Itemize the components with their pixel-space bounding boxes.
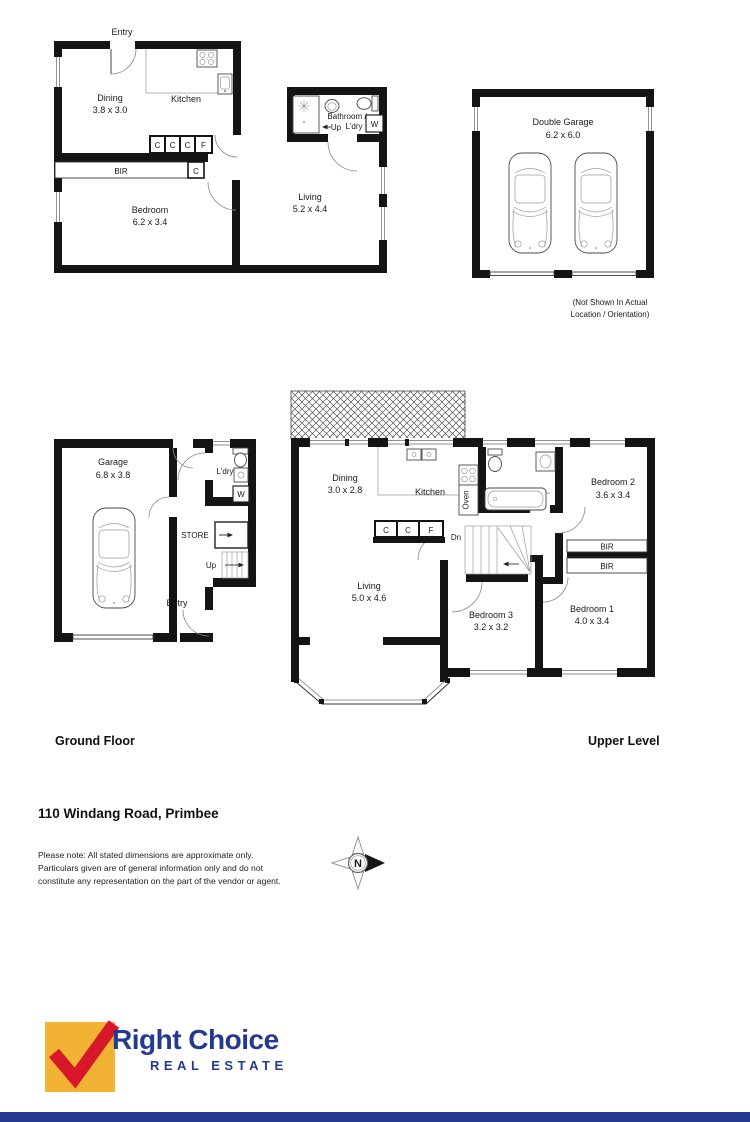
address: 110 Windang Road, Primbee bbox=[38, 806, 219, 821]
ground-store-label: STORE bbox=[181, 531, 209, 540]
basin-icon bbox=[325, 100, 339, 113]
ground-washer-label: W bbox=[237, 490, 245, 499]
ground-floor-label: Ground Floor bbox=[55, 734, 135, 748]
compass-icon bbox=[330, 835, 386, 891]
bathtub-icon bbox=[485, 488, 546, 510]
flat-bir-label: BIR bbox=[114, 167, 128, 176]
upper-bedroom3-size: 3.2 x 3.2 bbox=[473, 622, 509, 632]
flat-bedroom-size: 6.2 x 3.4 bbox=[132, 217, 168, 227]
flat-living-name: Living bbox=[298, 192, 322, 202]
upper-dining-size: 3.0 x 2.8 bbox=[327, 485, 363, 495]
upper-stairs bbox=[465, 526, 531, 574]
ground-garage-size: 6.8 x 3.8 bbox=[95, 470, 131, 480]
upper-level-label: Upper Level bbox=[588, 734, 660, 748]
upper-bir2-label: BIR bbox=[600, 562, 614, 571]
double-garage-size: 6.2 x 6.0 bbox=[545, 130, 581, 140]
up-arrow-icon bbox=[322, 125, 331, 130]
balcony-hatch bbox=[291, 391, 465, 439]
ground-garage-door bbox=[73, 635, 153, 639]
toilet-icon bbox=[233, 448, 248, 467]
upper-cupboard-c2: C bbox=[405, 526, 411, 535]
flat-up-label: Up bbox=[330, 123, 342, 132]
shower-icon bbox=[293, 96, 319, 133]
double-garage-name: Double Garage bbox=[532, 117, 594, 127]
ground-store bbox=[215, 522, 248, 548]
checkmark-stroke bbox=[54, 1024, 114, 1078]
upper-living-name: Living bbox=[357, 581, 381, 591]
flat-plan bbox=[45, 22, 395, 278]
flat-cupboard-f: F bbox=[201, 141, 206, 150]
stove-icon bbox=[197, 50, 217, 67]
disclaimer bbox=[38, 849, 281, 888]
flat-kitchen-name: Kitchen bbox=[170, 94, 202, 104]
flat-kitchen-fixtures bbox=[146, 49, 233, 94]
ground-garage-name: Garage bbox=[97, 457, 129, 467]
flat-bathroom-label: Bathroom / bbox=[327, 112, 367, 121]
flat-cupboard-c4: C bbox=[193, 167, 199, 176]
double-garage-plan bbox=[468, 85, 658, 330]
car-right bbox=[575, 153, 617, 253]
upper-bedroom1-size: 4.0 x 3.4 bbox=[574, 616, 610, 626]
ground-ldry-label: L'dry bbox=[216, 467, 234, 476]
upper-living-size: 5.0 x 4.6 bbox=[351, 593, 387, 603]
upper-dn-label: Dn bbox=[450, 533, 462, 542]
car-left bbox=[509, 153, 551, 253]
disclaimer-line2: Particulars given are of general information only and do not bbox=[38, 863, 264, 873]
flat-dining-size: 3.8 x 3.0 bbox=[92, 105, 128, 115]
compass-n-label: N bbox=[354, 858, 362, 871]
flat-ldry-label: L'dry bbox=[345, 122, 363, 131]
upper-cupboard-c1: C bbox=[383, 526, 389, 535]
disclaimer-line1: Please note: All stated dimensions are approximate only. bbox=[38, 850, 254, 860]
upper-level-plan bbox=[288, 388, 660, 710]
upper-bedroom3-name: Bedroom 3 bbox=[468, 610, 514, 620]
garage-note-line2: Location / Orientation) bbox=[570, 310, 650, 319]
laundry-tub-icon bbox=[234, 468, 248, 482]
toilet-icon bbox=[488, 449, 502, 472]
flat-cupboard-c2: C bbox=[169, 141, 176, 150]
ground-floor-plan bbox=[45, 430, 260, 680]
right-choice-logo bbox=[45, 1022, 345, 1102]
ground-entry-label: Entry bbox=[166, 598, 188, 608]
upper-bedroom2-name: Bedroom 2 bbox=[590, 477, 636, 487]
flat-bedroom-name: Bedroom bbox=[131, 205, 169, 215]
flat-living-size: 5.2 x 4.4 bbox=[292, 204, 328, 214]
ground-windows bbox=[213, 439, 230, 448]
upper-bir1-label: BIR bbox=[600, 542, 614, 552]
toilet-icon bbox=[357, 96, 378, 111]
upper-cupboard-f: F bbox=[428, 526, 434, 535]
upper-bedroom1-name: Bedroom 1 bbox=[569, 604, 615, 614]
car-ground bbox=[93, 508, 135, 608]
logo-subtitle: REAL ESTATE bbox=[150, 1058, 288, 1073]
upper-bedroom2-size: 3.6 x 3.4 bbox=[595, 490, 631, 500]
sink-icon bbox=[218, 74, 232, 94]
basin-icon bbox=[536, 452, 555, 471]
upper-oven-label: Oven bbox=[461, 490, 471, 510]
upper-kitchen-name: Kitchen bbox=[414, 487, 446, 497]
flat-washer-label: W bbox=[370, 120, 379, 129]
flat-entry-label: Entry bbox=[111, 27, 133, 37]
double-sink-icon bbox=[407, 449, 436, 460]
ground-stairs bbox=[222, 552, 248, 578]
flat-cupboard-c1: C bbox=[154, 141, 161, 150]
compass-west-point bbox=[332, 858, 349, 869]
flat-dining-name: Dining bbox=[97, 93, 123, 103]
flat-cupboard-c3: C bbox=[184, 141, 191, 150]
compass-south-point bbox=[353, 872, 364, 889]
upper-dining-name: Dining bbox=[332, 473, 358, 483]
logo-name: Right Choice bbox=[112, 1024, 279, 1055]
garage-note-line1: (Not Shown In Actual bbox=[572, 298, 648, 307]
compass-north-point bbox=[353, 837, 364, 854]
bay-window bbox=[294, 678, 450, 704]
upper-bathroom-fixtures bbox=[485, 449, 555, 510]
disclaimer-line3: constitute any representation on the part of the vendor or agent. bbox=[38, 876, 281, 886]
footer-bar bbox=[0, 1112, 750, 1122]
stove-icon bbox=[459, 465, 478, 485]
ground-up-label: Up bbox=[205, 561, 217, 570]
